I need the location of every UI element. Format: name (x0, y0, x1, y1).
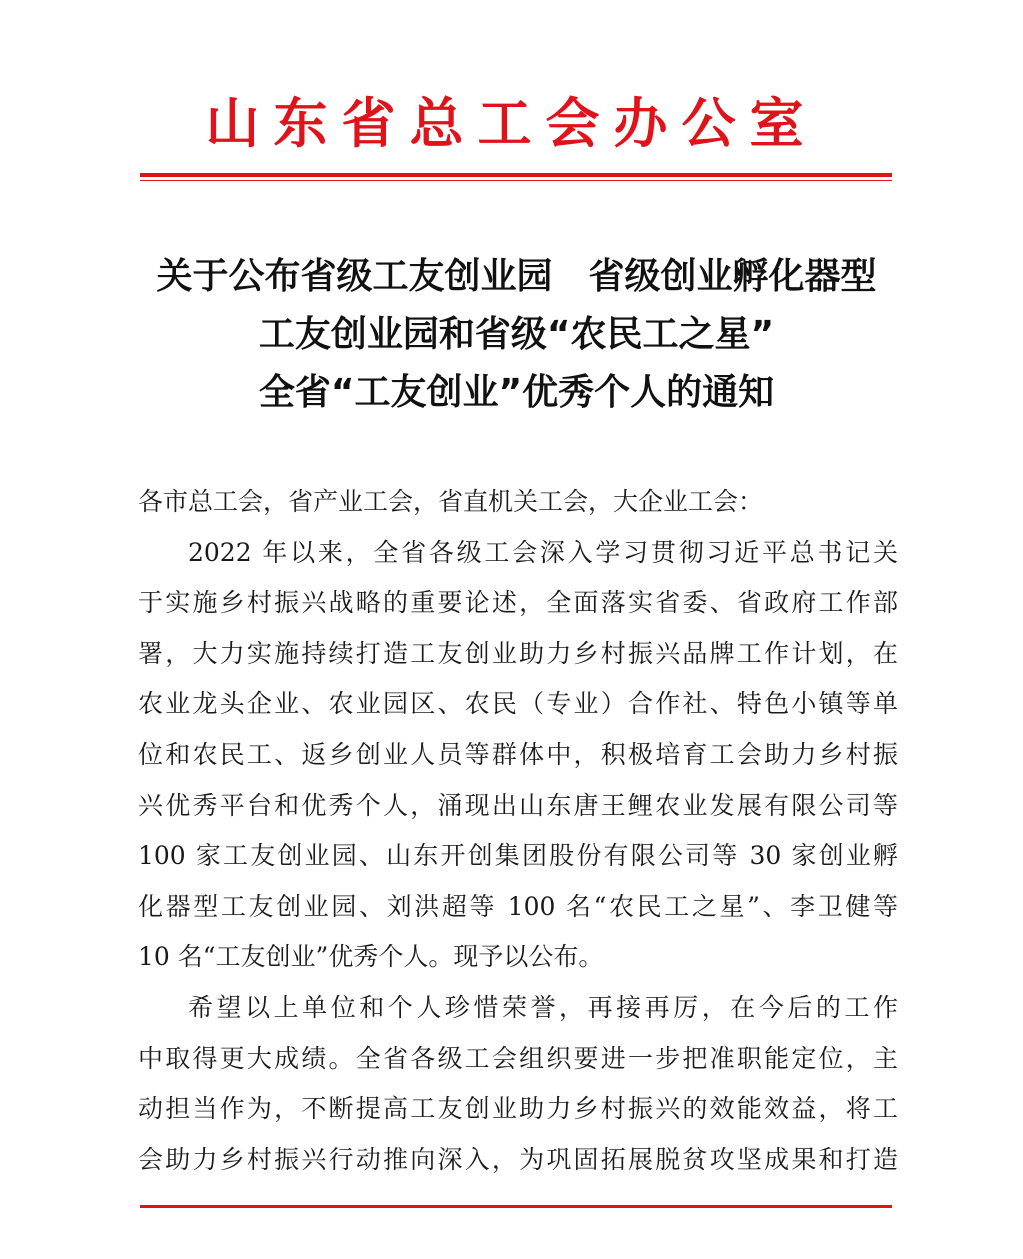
notice-title-line-2: 工友创业园和省级“农民工之星” (258, 314, 775, 355)
letterhead-title: 山东省总工会办公室 (205, 91, 818, 155)
paragraph-1-line: 位和农民工、返乡创业人员等群体中，积极培育工会助力乡村振 (138, 739, 898, 769)
paragraph-1-line: 2022 年以来，全省各级工会深入学习贯彻习近平总书记关 (188, 537, 898, 567)
paragraph-1-line: 署，大力实施持续打造工友创业助力乡村振兴品牌工作计划，在 (138, 638, 898, 668)
paragraph-2-line: 动担当作为，不断提高工友创业助力乡村振兴的效能效益，将工 (138, 1094, 898, 1124)
paragraph-1-line: 兴优秀平台和优秀个人，涌现出山东唐王鲤农业发展有限公司等 (138, 790, 898, 820)
paragraph-1-line: 于实施乡村振兴战略的重要论述，全面落实省委、省政府工作部 (138, 588, 898, 618)
notice-title-line-3: 全省“工友创业”优秀个人的通知 (258, 372, 775, 413)
paragraph-1-line: 100 家工友创业园、山东开创集团股份有限公司等 30 家创业孵 (138, 841, 898, 871)
notice-body (138, 477, 898, 1185)
notice-title-line-1: 关于公布省级工友创业园 省级创业孵化器型 (156, 256, 877, 297)
letterhead-red-rule-thick (140, 173, 892, 177)
paragraph-2-line: 中取得更大成绩。全省各级工会组织要进一步把准职能定位，主 (138, 1043, 898, 1073)
paragraph-1-line: 农业龙头企业、农业园区、农民（专业）合作社、特色小镇等单 (138, 689, 898, 719)
letterhead-red-rule-thin (140, 180, 892, 181)
paragraph-2-line: 会助力乡村振兴行动推向深入，为巩固拓展脱贫攻坚成果和打造 (138, 1144, 898, 1174)
salutation: 各市总工会，省产业工会，省直机关工会，大企业工会： (138, 487, 764, 516)
paragraph-2-line: 希望以上单位和个人珍惜荣誉，再接再厉，在今后的工作 (188, 992, 898, 1022)
notice-title (120, 248, 913, 422)
footer-red-rule (140, 1205, 892, 1208)
paragraph-1-line: 化器型工友创业园、刘洪超等 100 名“农民工之星”、李卫健等 (138, 891, 898, 921)
paragraph-1-line: 10 名“工友创业”优秀个人。现予以公布。 (138, 942, 604, 972)
